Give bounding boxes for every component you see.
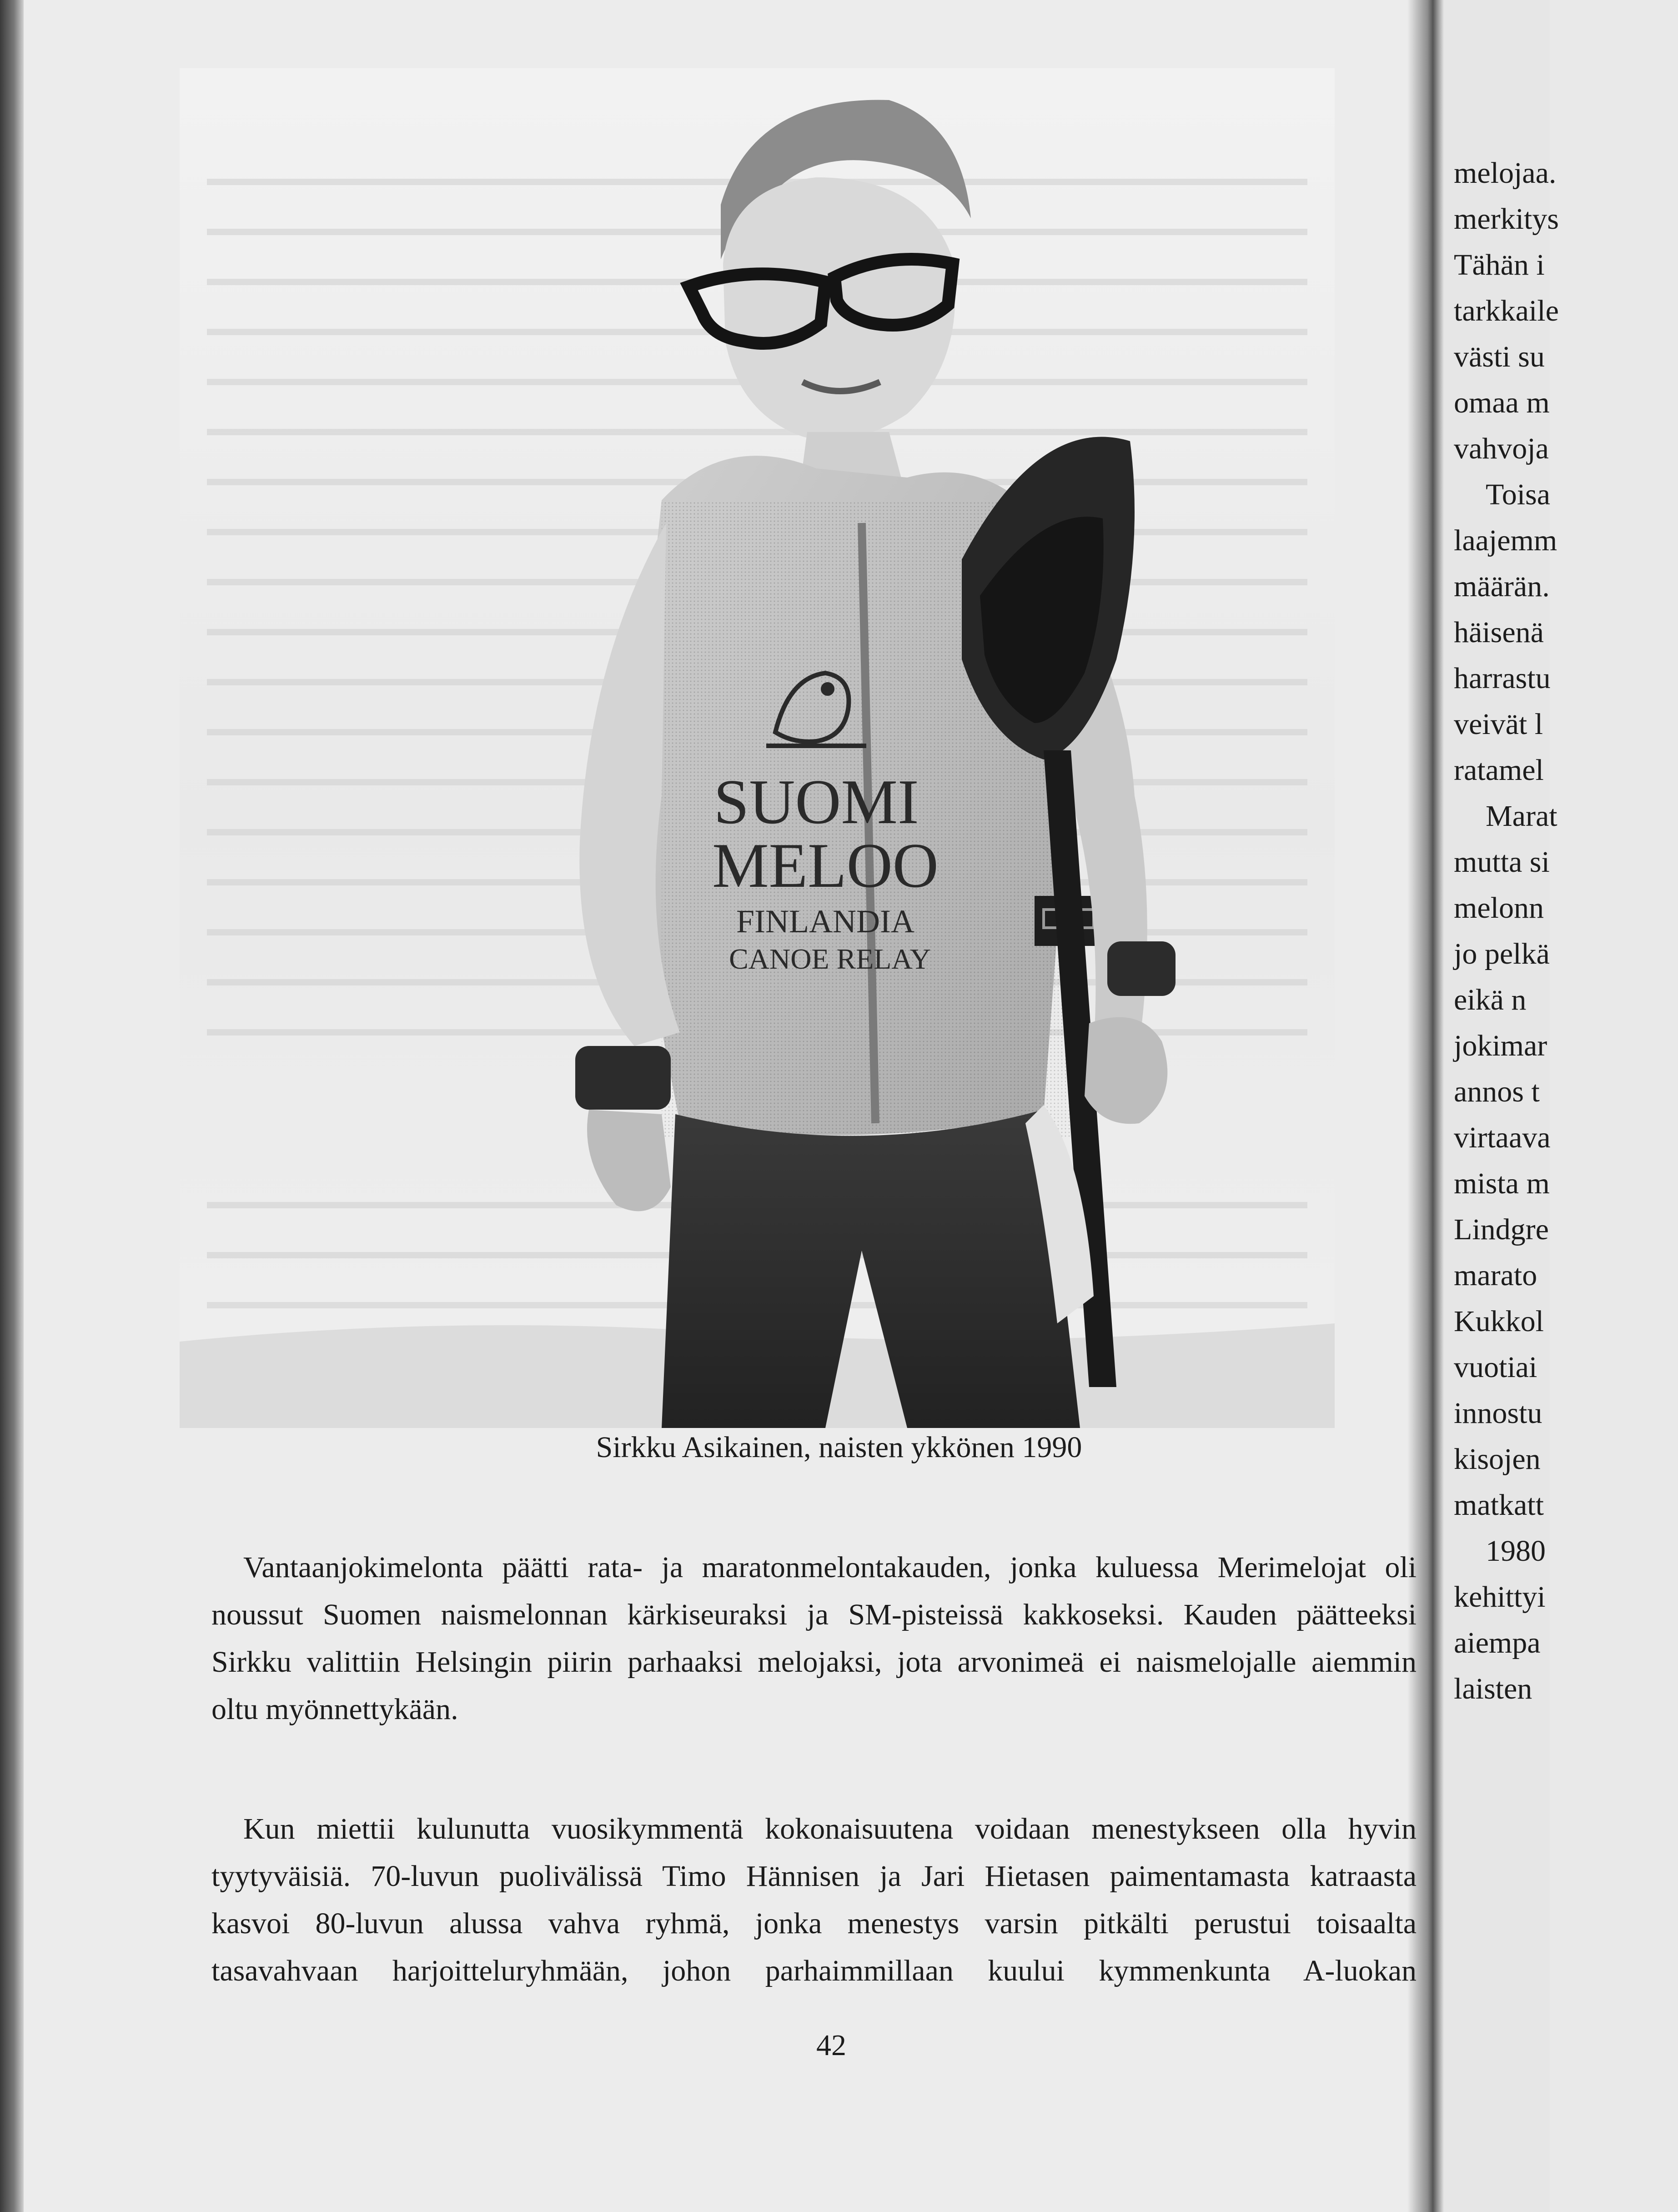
photograph-image [180, 68, 1335, 1428]
paragraph-line: Kun miettii kulunutta vuosikymmentä kokonaisuutena voidaan menestykseen olla hyvin [243, 1812, 1417, 1845]
vest-text-canoe-relay: CANOE RELAY [729, 943, 931, 975]
right-page-line: ratamel [1454, 754, 1544, 787]
right-page-line: vahvoja [1454, 432, 1549, 465]
right-page-line: laajemm [1454, 524, 1557, 557]
right-page-line: aiempa [1454, 1626, 1541, 1659]
photo-caption: Sirkku Asikainen, naisten ykkönen 1990 [596, 1431, 1082, 1464]
right-page-line: mutta si [1454, 845, 1550, 879]
photograph [180, 68, 1335, 1428]
right-page-line: marato [1454, 1259, 1537, 1292]
page-number: 42 [816, 2029, 846, 2062]
paragraph-line: kasvoi 80-luvun alussa vahva ryhmä, jonka menestys varsin pitkälti perustui toisaalta [211, 1907, 1417, 1940]
right-page-text-fragments [1454, 150, 1559, 1712]
right-page [1444, 0, 1559, 2212]
body-paragraph-2 [211, 1805, 1417, 1995]
right-page-line: kehittyi [1454, 1580, 1546, 1614]
right-page-line: Tähän i [1454, 248, 1545, 282]
right-page-line: vuotiai [1454, 1351, 1537, 1384]
right-page-line: jokimar [1454, 1029, 1547, 1062]
right-page-line: innostu [1454, 1397, 1542, 1430]
right-page-line: Toisa [1486, 478, 1551, 511]
right-page-line: 1980 [1486, 1534, 1546, 1568]
body-paragraph-1 [211, 1544, 1417, 1733]
right-page-line: melonn [1454, 891, 1544, 925]
right-page-line: veivät l [1454, 708, 1543, 741]
vest-text-finlandia: FINLANDIA [736, 903, 914, 940]
right-page-line: määrän. [1454, 570, 1550, 603]
paragraph-line: noussut Suomen naismelonnan kärkiseuraksi ja SM-pisteissä kakkoseksi. Kauden päätteeksi [211, 1598, 1417, 1631]
right-page-line: mista m [1454, 1167, 1550, 1200]
paragraph-line: oltu myönnettykään. [211, 1693, 458, 1726]
right-page-line: merkitys [1454, 202, 1559, 236]
right-page-line: laisten [1454, 1672, 1532, 1705]
right-page-line: melojaa. [1454, 156, 1557, 190]
vest-text-meloo: MELOO [712, 830, 939, 901]
right-page-line: Marat [1486, 799, 1557, 833]
right-page-line: matkatt [1454, 1488, 1544, 1522]
right-page-line: häisenä [1454, 616, 1544, 649]
right-page-line: Lindgre [1454, 1213, 1549, 1246]
paragraph-line: Vantaanjokimelonta päätti rata- ja maratonmelontakauden, jonka kuluessa Merimelojat oli [243, 1551, 1417, 1584]
right-page-line: omaa m [1454, 386, 1550, 419]
right-page-line: tarkkaile [1454, 294, 1559, 327]
right-page-line: eikä n [1454, 983, 1527, 1016]
right-page-line: virtaava [1454, 1121, 1551, 1154]
paragraph-line: tasavahvaan harjoitteluryhmään, johon parhaimmillaan kuului kymmenkunta A-luokan [211, 1954, 1417, 1987]
right-page-line: Kukkol [1454, 1305, 1544, 1338]
right-page-line: harrastu [1454, 662, 1551, 695]
right-page-line: kisojen [1454, 1443, 1541, 1476]
paragraph-line: Sirkku valittiin Helsingin piirin parhaaksi melojaksi, jota arvonimeä ei naismelojalle aiemmin [211, 1645, 1417, 1679]
vest-text-suomi: SUOMI [713, 767, 919, 837]
paragraph-line: tyytyväisiä. 70-luvun puolivälissä Timo Hännisen ja Jari Hietasen paimentamasta katraasta [211, 1860, 1417, 1893]
right-page-line: annos t [1454, 1075, 1540, 1108]
binding-edge [0, 0, 24, 2212]
right-page-line: jo pelkä [1454, 937, 1550, 970]
right-page-line: västi su [1454, 340, 1545, 373]
